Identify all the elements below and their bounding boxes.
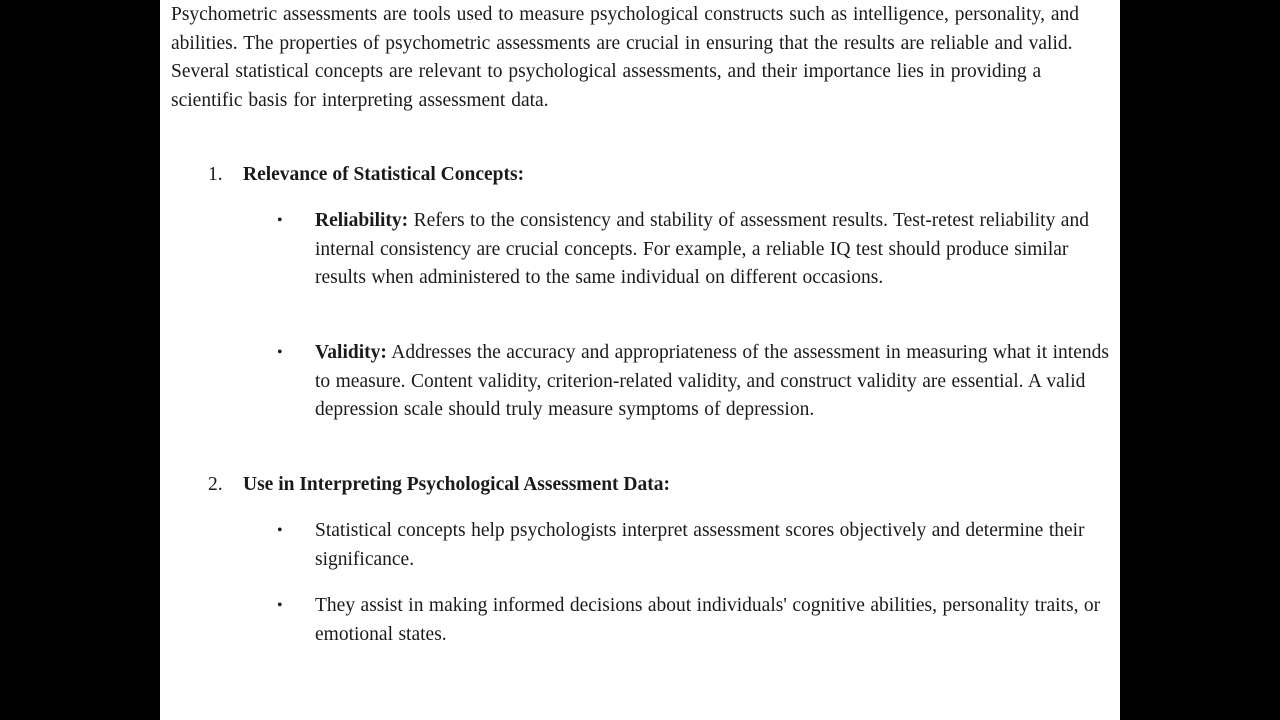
bullet-lead: Reliability: [315,210,409,231]
section-title: Relevance of Statistical Concepts: [243,164,525,185]
bullet-text: Statistical concepts help psychologists interpret assessment scores objectively and determine their significance. [315,520,1085,570]
bullet-text [315,339,1115,425]
section-number: 2. [208,474,223,495]
intro-paragraph: Psychometric assessments are tools used to measure psychological constructs such as intelligence, personality, and abilities. The properties of psychometric assessments are crucial in ensuring that the results are reliable and valid. Several statistical concepts are relevant to psychological assessments, and their importance lies in providing a scientific basis for interpreting assessment data. [171,4,1079,111]
section-heading-1 [208,161,524,190]
bullet-text: They assist in making informed decisions about individuals' cognitive abilities, personality traits, or emotional states. [315,595,1101,645]
bullet-dot-icon: • [277,344,283,361]
section-heading-2 [208,471,670,500]
section-title: Use in Interpreting Psychological Assessment Data: [243,474,670,495]
bullet-dot-icon: • [277,212,283,229]
bullet-dot-icon: • [277,597,283,614]
bullet-body: Refers to the consistency and stability of assessment results. Test-retest reliability and internal consistency are crucial concepts. For example, a reliable IQ test should produce similar results when administered to the same individual on different occasions. [315,210,1089,289]
bullet-text [315,207,1115,293]
section-number: 1. [208,164,223,185]
bullet-lead: Validity: [315,342,387,363]
document-page [160,0,1120,720]
bullet-dot-icon: • [277,522,283,539]
bullet-body: Addresses the accuracy and appropriateness of the assessment in measuring what it intends to measure. Content validity, criterion-related validity, and construct validity are essential. A valid depression scale should truly measure symptoms of depression. [315,342,1109,421]
